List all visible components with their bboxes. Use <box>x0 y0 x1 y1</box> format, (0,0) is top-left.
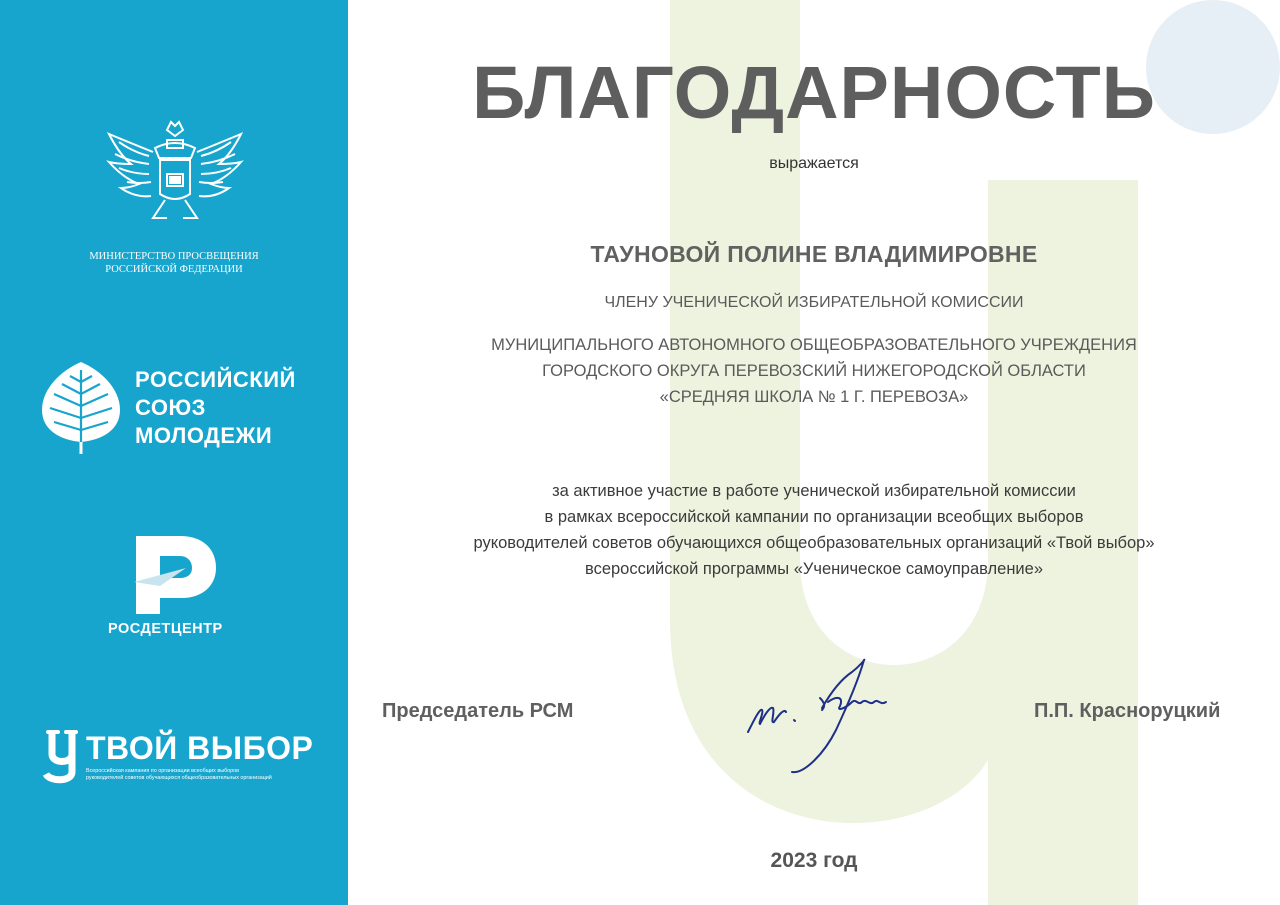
ministry-line-1: МИНИСТЕРСТВО ПРОСВЕЩЕНИЯ <box>89 251 259 262</box>
org-line-3: «СРЕДНЯЯ ШКОЛА № 1 Г. ПЕРЕВОЗА» <box>659 388 969 406</box>
ministry-eagle-emblem-icon <box>105 118 245 238</box>
signer-name: П.П. Красноруцкий <box>1034 700 1221 722</box>
ministry-line-2: РОССИЙСКОЙ ФЕДЕРАЦИИ <box>105 264 243 275</box>
tvoy-vybor-subtitle <box>86 768 308 782</box>
reason-line-1: за активное участие в работе ученической избирательной комиссии <box>552 482 1076 500</box>
tvoy-vybor-u-icon <box>42 728 82 784</box>
rsm-line-2: СОЮЗ <box>135 395 206 420</box>
recipient-name: ТАУНОВОЙ ПОЛИНЕ ВЛАДИМИРОВНЕ <box>590 241 1038 267</box>
tvoy-vybor-text: ТВОЙ ВЫБОР <box>86 730 314 766</box>
tvoy-vybor-sub-line-1: Всероссийская кампания по организации всеобщих выборов <box>86 768 240 774</box>
tvoy-vybor-sub-line-2: руководителей советов обучающихся общеобразовательных организаций <box>86 775 272 781</box>
org-line-1: МУНИЦИПАЛЬНОГО АВТОНОМНОГО ОБЩЕОБРАЗОВАТЕЛЬНОГО УЧРЕЖДЕНИЯ <box>491 336 1137 354</box>
organization-name <box>348 332 1280 410</box>
year-text: 2023 год <box>770 849 858 872</box>
org-line-2: ГОРОДСКОГО ОКРУГА ПЕРЕВОЗСКИЙ НИЖЕГОРОДСКОЙ ОБЛАСТИ <box>542 362 1086 380</box>
rosdetcentr-logo-icon <box>130 532 220 616</box>
recipient-role: ЧЛЕНУ УЧЕНИЧЕСКОЙ ИЗБИРАТЕЛЬНОЙ КОМИССИИ <box>604 294 1024 311</box>
handwritten-signature <box>740 650 900 780</box>
reason-line-2: в рамках всероссийской кампании по организации всеобщих выборов <box>544 508 1084 526</box>
rosdetcentr-text: РОСДЕТЦЕНТР <box>108 621 223 637</box>
reason-line-4: всероссийской программы «Ученическое самоуправление» <box>584 560 1043 578</box>
reason-text <box>348 478 1280 582</box>
ministry-name <box>0 250 348 276</box>
reason-line-3: руководителей советов обучающихся общеобразовательных организаций «Твой выбор» <box>473 534 1155 552</box>
leaf-logo-icon <box>40 360 122 455</box>
rsm-line-3: МОЛОДЕЖИ <box>135 423 273 448</box>
certificate-title: БЛАГОДАРНОСТЬ <box>472 51 1156 134</box>
sidebar <box>0 0 348 905</box>
signer-title: Председатель РСМ <box>382 700 574 722</box>
rsm-line-1: РОССИЙСКИЙ <box>135 367 296 392</box>
expresses-text: выражается <box>769 155 859 172</box>
rsm-logo-text <box>135 366 296 450</box>
